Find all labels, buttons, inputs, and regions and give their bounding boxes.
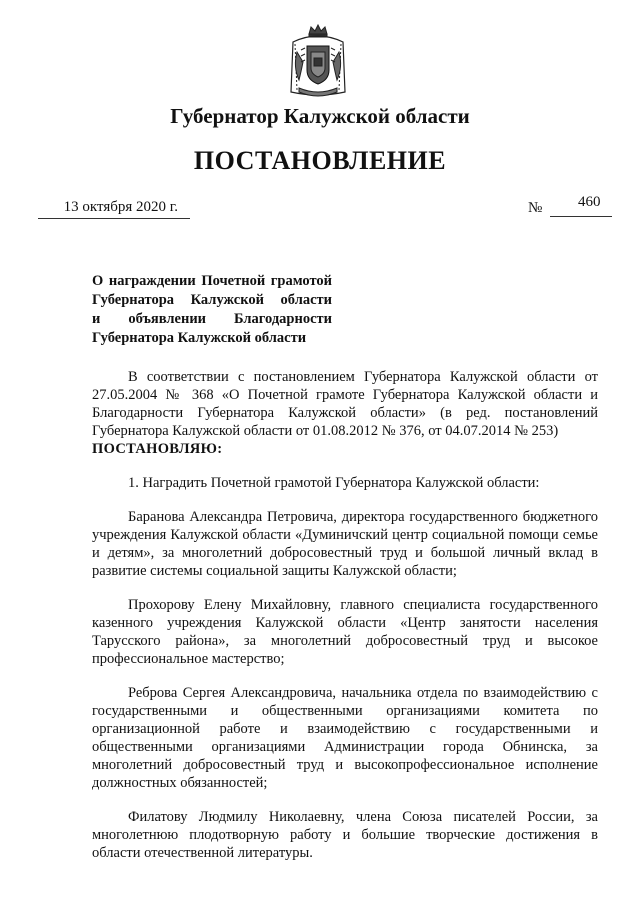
awardee-paragraph: Филатову Людмилу Николаевну, члена Союза писателей России, за многолетнюю плодотворную работу и большие творческие достижения в области отечественной литературы. xyxy=(92,809,598,861)
document-body xyxy=(92,368,598,878)
item-1-paragraph: 1. Наградить Почетной грамотой Губернатора Калужской области: xyxy=(128,475,540,491)
subject-line: и объявлении Благодарности xyxy=(92,311,332,327)
decree-word: ПОСТАНОВЛЯЮ: xyxy=(92,441,223,457)
issuing-authority: Губернатор Калужской области xyxy=(170,104,470,128)
subject-line: Губернатора Калужской области xyxy=(92,330,307,346)
awardee-paragraph: Реброва Сергея Александровича, начальника отдела по взаимодействию с государственными и общественными организациями комитета по организационной работе и взаимодействию с государственными и общественными организациями Администрации города Обнинска, за многолетний добросовестный труд и высокопрофессиональное исполнение должностных обязанностей; xyxy=(92,685,598,791)
document-type-title: ПОСТАНОВЛЕНИЕ xyxy=(193,146,447,175)
coat-of-arms-emblem xyxy=(287,22,349,102)
number-sign-label: № xyxy=(528,200,543,216)
preamble-text: В соответствии с постановлением Губернатора Калужской области от 27.05.2004 № 368 «О Почетной грамоте Губернатора Калужской области и Благодарности Губернатора Калужской области» (в ред. постановлений Губернатора Калужской области от 01.08.2012 № 376, от 04.07.2014 № 253) xyxy=(92,369,598,439)
document-subject xyxy=(92,272,332,348)
awardee-paragraph: Баранова Александра Петровича, директора государственного бюджетного учреждения Калужской области «Думиничский центр социальной помощи семье и детям», за многолетний добросовестный труд и большой личный вклад в развитие системы социальной защиты Калужской области; xyxy=(92,509,598,579)
document-date: 13 октября 2020 г. xyxy=(38,196,190,219)
awardee-paragraph: Прохорову Елену Михайловну, главного специалиста государственного казенного учреждения Калужской области «Центр занятости населения Тарусского района», за многолетний добросовестный труд и высокое профессиональное мастерство; xyxy=(92,597,598,667)
document-number: 460 xyxy=(578,194,601,210)
subject-line: Губернатора Калужской области xyxy=(92,292,332,308)
subject-line: О награждении Почетной грамотой xyxy=(92,273,332,289)
number-underline xyxy=(550,216,612,217)
preamble-paragraph xyxy=(92,368,598,440)
